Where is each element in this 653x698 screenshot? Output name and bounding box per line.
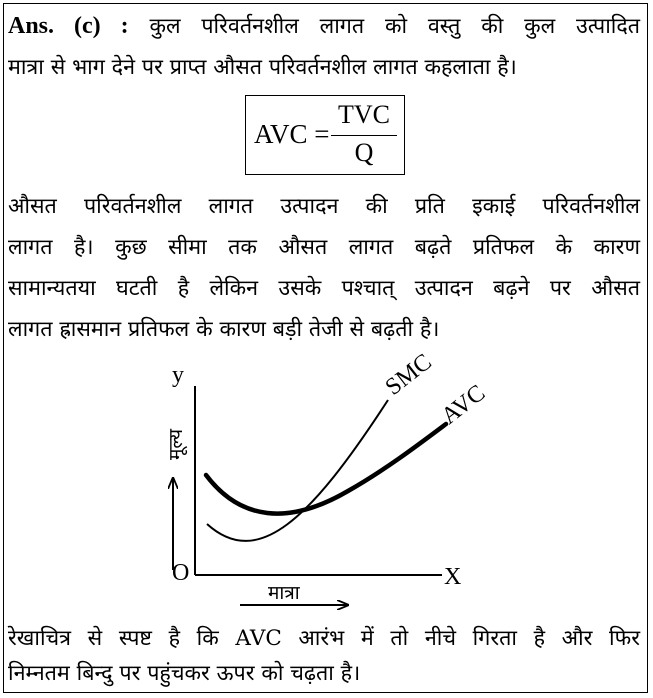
answer-label: Ans. (c) :: [8, 13, 129, 39]
conclusion-line2: निम्नतम बिन्दु पर पहुंचकर ऊपर को चढ़ता है।: [8, 661, 361, 686]
conclusion-line1: रेखाचित्र से स्पष्ट है कि AVC आरंभ में तो नीचे गिरता है और फिर: [8, 626, 640, 651]
answer-intro-text: कुल परिवर्तनशील लागत को वस्तु की कुल उत्पादित: [149, 14, 640, 39]
y-axis-label: y: [172, 362, 184, 388]
smc-curve: [207, 400, 388, 541]
avc-curve: [206, 424, 446, 514]
origin-label: O: [172, 560, 190, 586]
y-quantity-label: मूल्य: [165, 428, 187, 460]
explanation-line4: लागत ह्रासमान प्रतिफल के कारण बड़ी तेजी से बढ़ती है।: [8, 317, 440, 342]
x-quantity-label: मात्रा: [268, 582, 300, 604]
explanation-line1: औसत परिवर्तनशील लागत उत्पादन की प्रति इकाई परिवर्तनशील: [8, 194, 640, 219]
avc-label: AVC: [436, 379, 491, 430]
explanation-line2: लागत है। कुछ सीमा तक औसत लागत बढ़ते प्रतिफल के कारण: [8, 235, 640, 260]
x-axis-label: X: [444, 564, 462, 590]
explanation-line3: सामान्यतया घटती है लेकिन उसके पश्चात् उत्पादन बढ़ने पर औसत: [8, 276, 640, 301]
formula-numerator: TVC: [338, 100, 390, 129]
formula-lhs: AVC =: [254, 119, 330, 149]
smc-label: SMC: [380, 349, 437, 401]
answer-intro-line2: मात्रा से भाग देने पर प्राप्त औसत परिवर्तनशील लागत कहलाता है।: [8, 55, 517, 80]
formula-denominator: Q: [354, 138, 374, 167]
